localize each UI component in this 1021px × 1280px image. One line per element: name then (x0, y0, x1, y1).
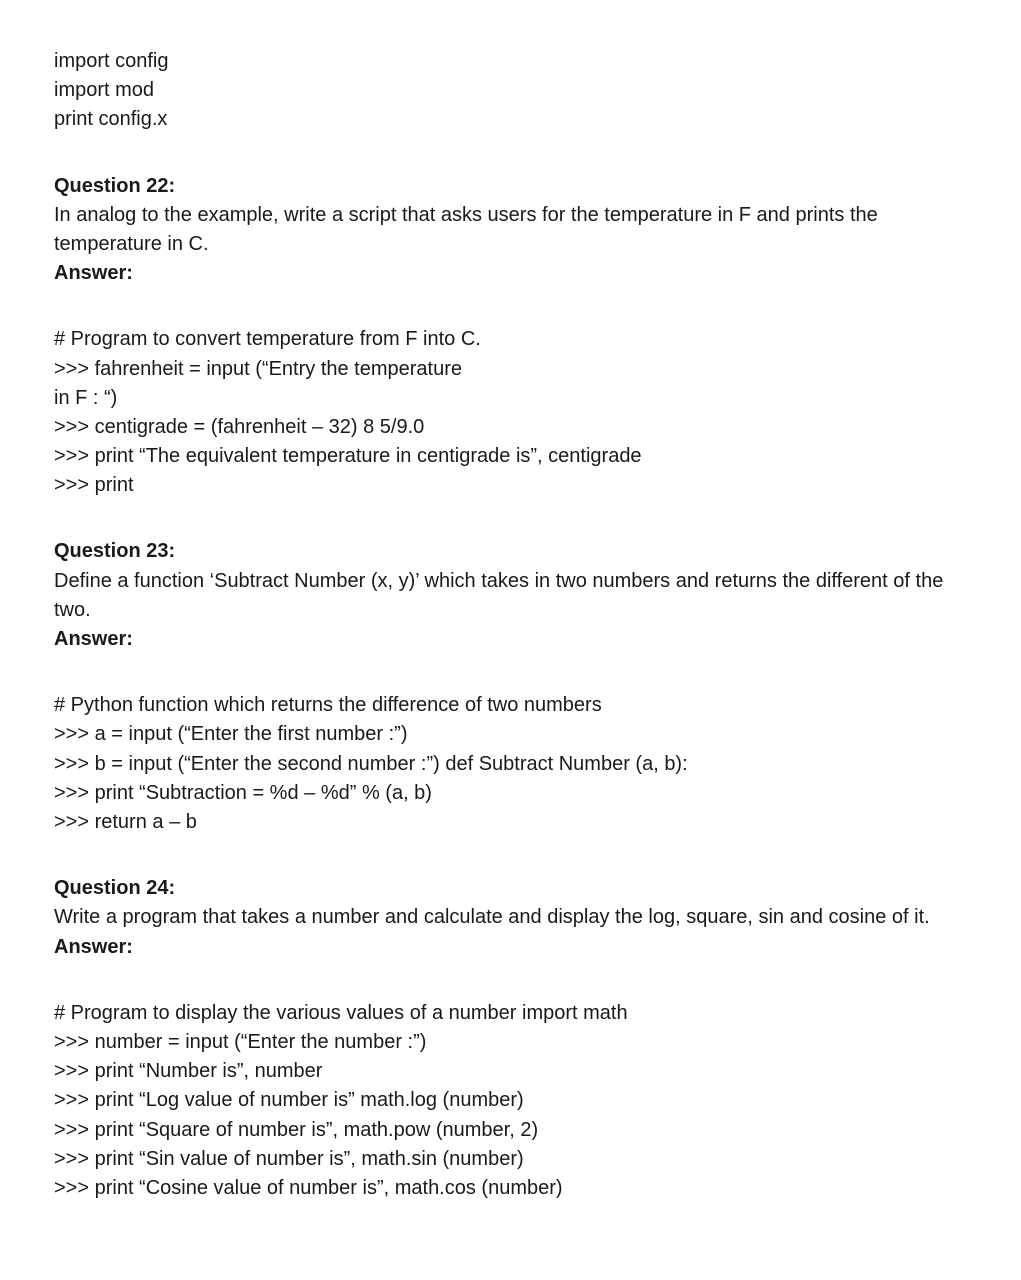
question-22-section (54, 172, 984, 501)
code-line: >>> print “Subtraction = %d – %d” % (a, b) (54, 781, 432, 804)
answer-label: Answer: (54, 628, 133, 651)
code-line: >>> a = input (“Enter the first number :”) (54, 723, 408, 746)
code-line: >>> centigrade = (fahrenheit – 32) 8 5/9.0 (54, 415, 425, 438)
code-line: # Program to display the various values of a number import math (54, 1001, 628, 1024)
question-23-section (54, 537, 984, 837)
question-heading: Question 24: (54, 877, 176, 900)
question-heading: Question 23: (54, 540, 176, 563)
code-line: >>> print “Sin value of number is”, math.sin (number) (54, 1147, 524, 1170)
code-line: >>> b = input (“Enter the second number :”) def Subtract Number (a, b): (54, 752, 688, 775)
code-line: >>> print “Number is”, number (54, 1060, 323, 1083)
intro-code-block (54, 47, 984, 135)
answer-label: Answer: (54, 262, 133, 285)
code-line: # Python function which returns the difference of two numbers (54, 694, 602, 717)
question-heading: Question 22: (54, 174, 176, 197)
question-24-section (54, 874, 984, 1203)
question-text: Define a function ‘Subtract Number (x, y)’ which takes in two numbers and returns the different of the two. (54, 569, 944, 621)
code-line: # Program to convert temperature from F into C. (54, 328, 481, 351)
answer-label: Answer: (54, 935, 133, 958)
answer-code-block (54, 691, 984, 837)
code-line: >>> return a – b (54, 811, 197, 833)
answer-code-block (54, 999, 984, 1203)
question-text: Write a program that takes a number and calculate and display the log, square, sin and cosine of it. (54, 906, 930, 929)
code-line: import mod (54, 79, 155, 102)
answer-code-block (54, 325, 984, 500)
code-line: >>> fahrenheit = input (“Entry the temperature (54, 357, 463, 380)
code-line: >>> print “The equivalent temperature in centigrade is”, centigrade (54, 445, 642, 468)
question-text: In analog to the example, write a script that asks users for the temperature in F and prints the temperature in C. (54, 203, 878, 255)
code-line: >>> number = input (“Enter the number :”) (54, 1030, 427, 1053)
code-line: >>> print “Log value of number is” math.log (number) (54, 1089, 524, 1112)
code-line: >>> print (54, 474, 134, 497)
code-line: in F : “) (54, 386, 118, 409)
code-line: print config.x (54, 108, 168, 131)
code-line: >>> print “Cosine value of number is”, math.cos (number) (54, 1176, 563, 1199)
code-line: >>> print “Square of number is”, math.pow (number, 2) (54, 1118, 539, 1141)
code-line: import config (54, 50, 169, 72)
document-page (54, 47, 984, 1203)
